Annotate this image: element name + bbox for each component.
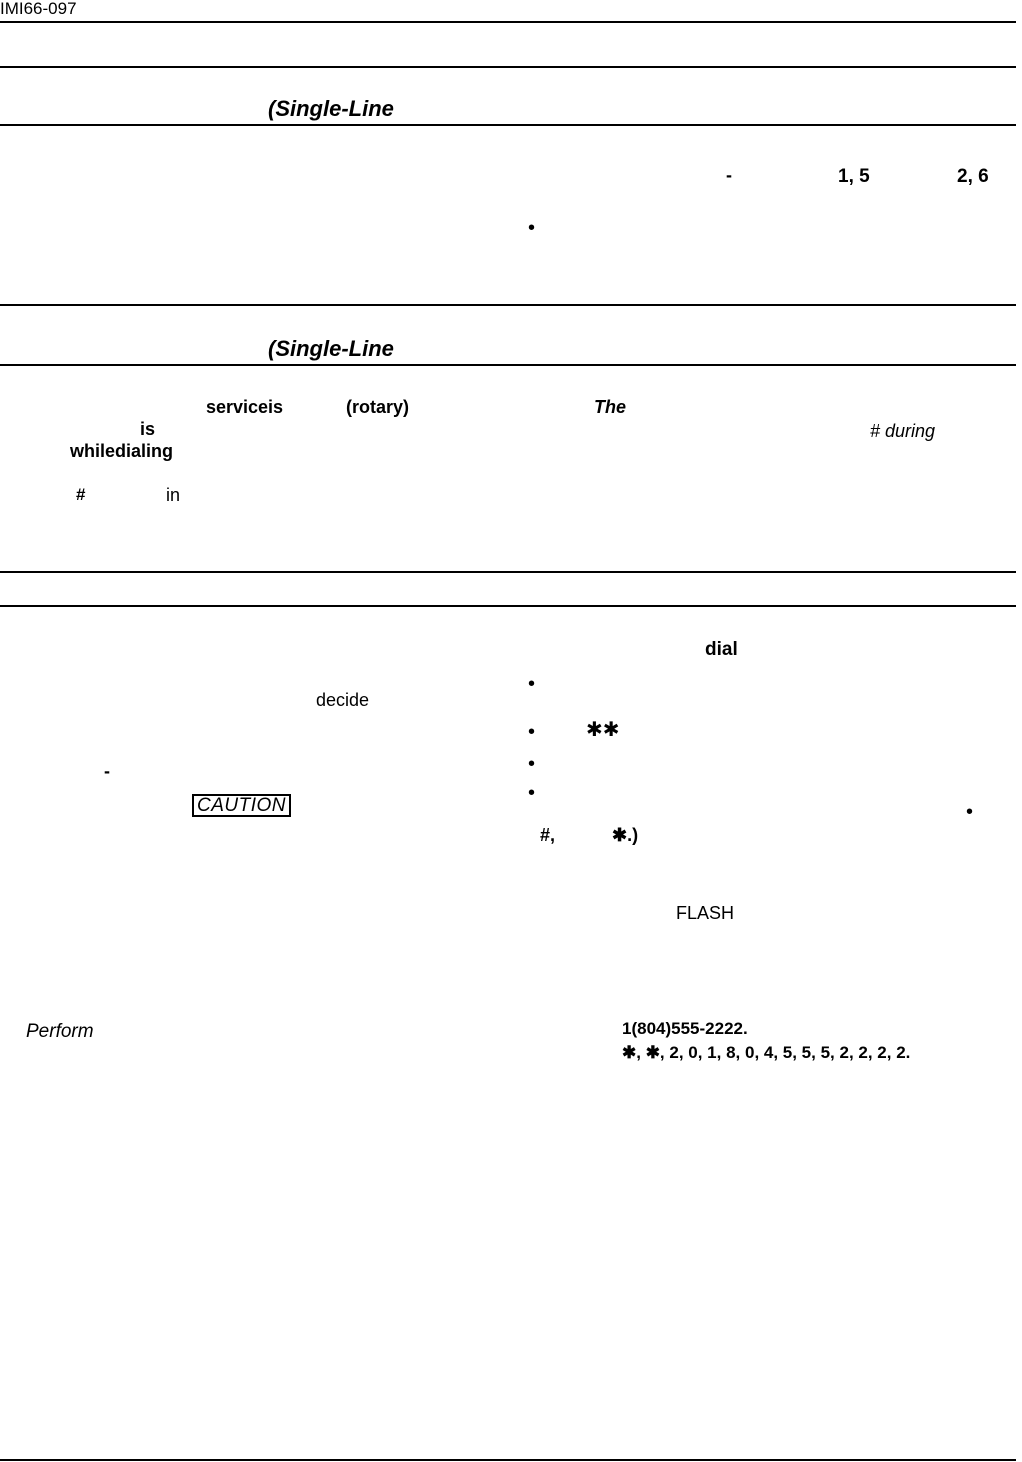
section2-heading: (Single-Line [268,336,394,361]
word-while-dialing: whiledialing [70,441,174,461]
example-phone-number: 1(804)555-2222. [622,1019,748,1038]
section1-number-a: 1, 5 [838,166,870,187]
document-id: IMI66-097 [0,0,77,18]
section2-heading-rule [0,364,1016,366]
section2-top-rule [0,304,1016,306]
example-dial-sequence: ✱, ✱, 2, 0, 1, 8, 0, 4, 5, 5, 5, 2, 2, 2, 2. [622,1043,911,1062]
section1-number-b: 2, 6 [957,166,989,187]
hash-comma: #, [540,825,556,845]
header-rule [0,21,1016,23]
caution-badge: CAUTION [192,794,291,817]
word-decide: decide [316,690,370,710]
section3-top-rule [0,571,1016,573]
word-flash: FLASH [676,903,735,923]
word-is: is [140,419,156,439]
bullet-2: • [528,721,536,743]
section3-heading-rule [0,605,1016,607]
star-paren: ✱.) [612,825,639,845]
bullet-4: • [528,782,536,804]
section1-heading-rule [0,124,1016,126]
word-rotary: (rotary) [346,397,410,417]
star-star-symbol: ✱✱ [586,719,620,741]
section1-dash: - [726,165,732,185]
section1-top-rule [0,66,1016,68]
word-dial: dial [705,639,738,660]
word-hash-during: # during [870,421,936,441]
section1-heading: (Single-Line [268,96,394,121]
left-dash: - [104,761,110,781]
word-services-is: serviceis [206,397,284,417]
footer-rule [0,1459,1016,1461]
word-perform: Perform [26,1021,94,1042]
word-hash: # [76,485,86,504]
word-in: in [166,485,181,505]
bullet-3: • [528,753,536,775]
section1-bullet: • [528,217,536,239]
word-the: The [594,397,627,417]
bullet-5: • [966,801,974,823]
bullet-1: • [528,673,536,695]
